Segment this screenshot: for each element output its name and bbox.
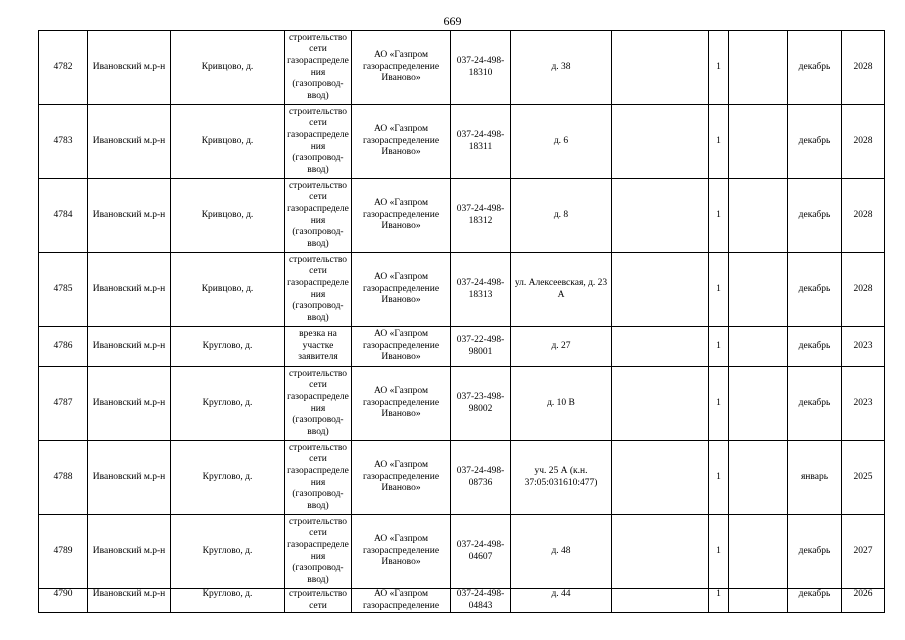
code-cell: 037-24-498-08736 bbox=[451, 441, 511, 515]
empty-cell bbox=[729, 253, 788, 327]
year-cell: 2028 bbox=[842, 105, 885, 179]
row-number: 4789 bbox=[39, 515, 88, 589]
month-cell: декабрь bbox=[788, 253, 842, 327]
table-row bbox=[39, 105, 885, 179]
address-cell: д. 10 В bbox=[511, 367, 612, 441]
settlement-cell: Кривцово, д. bbox=[171, 179, 285, 253]
empty-cell bbox=[729, 367, 788, 441]
district-cell: Ивановский м.р-н bbox=[88, 367, 171, 441]
settlement-cell: Круглово, д. bbox=[171, 327, 285, 367]
settlement-cell: Круглово, д. bbox=[171, 515, 285, 589]
work-type-cell: строительство сети газораспределения (газопровод-ввод) bbox=[285, 105, 352, 179]
row-number: 4783 bbox=[39, 105, 88, 179]
empty-cell bbox=[729, 441, 788, 515]
month-cell: декабрь bbox=[788, 31, 842, 105]
code-cell: 037-24-498-18313 bbox=[451, 253, 511, 327]
table-row bbox=[39, 253, 885, 327]
organization-cell: АО «Газпром газораспределение Иваново» bbox=[352, 441, 451, 515]
organization-cell: АО «Газпром газораспределение Иваново» bbox=[352, 253, 451, 327]
organization-cell: АО «Газпром газораспределение Иваново» bbox=[352, 515, 451, 589]
address-cell: д. 8 bbox=[511, 179, 612, 253]
year-cell: 2027 bbox=[842, 515, 885, 589]
settlement-cell: Кривцово, д. bbox=[171, 105, 285, 179]
district-cell: Ивановский м.р-н bbox=[88, 515, 171, 589]
organization-cell: АО «Газпром газораспределение Иваново» bbox=[352, 327, 451, 367]
empty-cell bbox=[612, 179, 709, 253]
row-number: 4786 bbox=[39, 327, 88, 367]
district-cell: Ивановский м.р-н bbox=[88, 253, 171, 327]
district-cell: Ивановский м.р-н bbox=[88, 31, 171, 105]
settlement-cell: Круглово, д. bbox=[171, 367, 285, 441]
month-cell: декабрь bbox=[788, 105, 842, 179]
organization-cell: АО «Газпром газораспределение bbox=[352, 589, 451, 613]
code-cell: 037-23-498-98002 bbox=[451, 367, 511, 441]
year-cell: 2025 bbox=[842, 441, 885, 515]
code-cell: 037-22-498-98001 bbox=[451, 327, 511, 367]
month-cell: декабрь bbox=[788, 367, 842, 441]
quantity-cell: 1 bbox=[709, 327, 729, 367]
quantity-cell: 1 bbox=[709, 179, 729, 253]
empty-cell bbox=[729, 327, 788, 367]
code-cell: 037-24-498-18310 bbox=[451, 31, 511, 105]
empty-cell bbox=[612, 515, 709, 589]
year-cell: 2023 bbox=[842, 327, 885, 367]
empty-cell bbox=[612, 31, 709, 105]
work-type-cell: врезка на участке заявителя bbox=[285, 327, 352, 367]
year-cell: 2028 bbox=[842, 253, 885, 327]
row-number: 4788 bbox=[39, 441, 88, 515]
quantity-cell: 1 bbox=[709, 515, 729, 589]
empty-cell bbox=[612, 253, 709, 327]
empty-cell bbox=[729, 179, 788, 253]
quantity-cell: 1 bbox=[709, 105, 729, 179]
address-cell: д. 6 bbox=[511, 105, 612, 179]
month-cell: декабрь bbox=[788, 515, 842, 589]
work-type-cell: строительство сети газораспределения (газопровод-ввод) bbox=[285, 515, 352, 589]
address-cell: д. 44 bbox=[511, 589, 612, 613]
organization-cell: АО «Газпром газораспределение Иваново» bbox=[352, 31, 451, 105]
district-cell: Ивановский м.р-н bbox=[88, 589, 171, 613]
address-cell: ул. Алексеевская, д. 23 А bbox=[511, 253, 612, 327]
quantity-cell: 1 bbox=[709, 441, 729, 515]
year-cell: 2028 bbox=[842, 31, 885, 105]
year-cell: 2028 bbox=[842, 179, 885, 253]
page-number: 669 bbox=[443, 14, 462, 28]
quantity-cell: 1 bbox=[709, 253, 729, 327]
district-cell: Ивановский м.р-н bbox=[88, 441, 171, 515]
organization-cell: АО «Газпром газораспределение Иваново» bbox=[352, 179, 451, 253]
registry-table bbox=[38, 30, 885, 613]
row-number: 4785 bbox=[39, 253, 88, 327]
empty-cell bbox=[612, 589, 709, 613]
row-number: 4790 bbox=[39, 589, 88, 613]
address-cell: уч. 25 А (к.н. 37:05:031610:477) bbox=[511, 441, 612, 515]
quantity-cell: 1 bbox=[709, 367, 729, 441]
month-cell: декабрь bbox=[788, 589, 842, 613]
table-row bbox=[39, 515, 885, 589]
empty-cell bbox=[612, 441, 709, 515]
row-number: 4782 bbox=[39, 31, 88, 105]
table-row bbox=[39, 31, 885, 105]
year-cell: 2023 bbox=[842, 367, 885, 441]
work-type-cell: строительство сети газораспределения (газопровод-ввод) bbox=[285, 253, 352, 327]
quantity-cell: 1 bbox=[709, 589, 729, 613]
table-row bbox=[39, 367, 885, 441]
year-cell: 2026 bbox=[842, 589, 885, 613]
row-number: 4787 bbox=[39, 367, 88, 441]
empty-cell bbox=[612, 105, 709, 179]
empty-cell bbox=[729, 105, 788, 179]
table-row bbox=[39, 327, 885, 367]
month-cell: декабрь bbox=[788, 327, 842, 367]
work-type-cell: строительство сети bbox=[285, 589, 352, 613]
work-type-cell: строительство сети газораспределения (газопровод-ввод) bbox=[285, 31, 352, 105]
address-cell: д. 48 bbox=[511, 515, 612, 589]
month-cell: декабрь bbox=[788, 179, 842, 253]
work-type-cell: строительство сети газораспределения (газопровод-ввод) bbox=[285, 441, 352, 515]
settlement-cell: Круглово, д. bbox=[171, 589, 285, 613]
settlement-cell: Кривцово, д. bbox=[171, 253, 285, 327]
row-number: 4784 bbox=[39, 179, 88, 253]
work-type-cell: строительство сети газораспределения (газопровод-ввод) bbox=[285, 179, 352, 253]
quantity-cell: 1 bbox=[709, 31, 729, 105]
organization-cell: АО «Газпром газораспределение Иваново» bbox=[352, 105, 451, 179]
address-cell: д. 27 bbox=[511, 327, 612, 367]
empty-cell bbox=[729, 589, 788, 613]
empty-cell bbox=[729, 31, 788, 105]
empty-cell bbox=[612, 327, 709, 367]
empty-cell bbox=[612, 367, 709, 441]
organization-cell: АО «Газпром газораспределение Иваново» bbox=[352, 367, 451, 441]
district-cell: Ивановский м.р-н bbox=[88, 179, 171, 253]
table-row bbox=[39, 589, 885, 613]
district-cell: Ивановский м.р-н bbox=[88, 105, 171, 179]
address-cell: д. 38 bbox=[511, 31, 612, 105]
code-cell: 037-24-498-04607 bbox=[451, 515, 511, 589]
table-row bbox=[39, 441, 885, 515]
table-row bbox=[39, 179, 885, 253]
work-type-cell: строительство сети газораспределения (газопровод-ввод) bbox=[285, 367, 352, 441]
settlement-cell: Кривцово, д. bbox=[171, 31, 285, 105]
district-cell: Ивановский м.р-н bbox=[88, 327, 171, 367]
code-cell: 037-24-498-04843 bbox=[451, 589, 511, 613]
code-cell: 037-24-498-18312 bbox=[451, 179, 511, 253]
code-cell: 037-24-498-18311 bbox=[451, 105, 511, 179]
empty-cell bbox=[729, 515, 788, 589]
month-cell: январь bbox=[788, 441, 842, 515]
settlement-cell: Круглово, д. bbox=[171, 441, 285, 515]
